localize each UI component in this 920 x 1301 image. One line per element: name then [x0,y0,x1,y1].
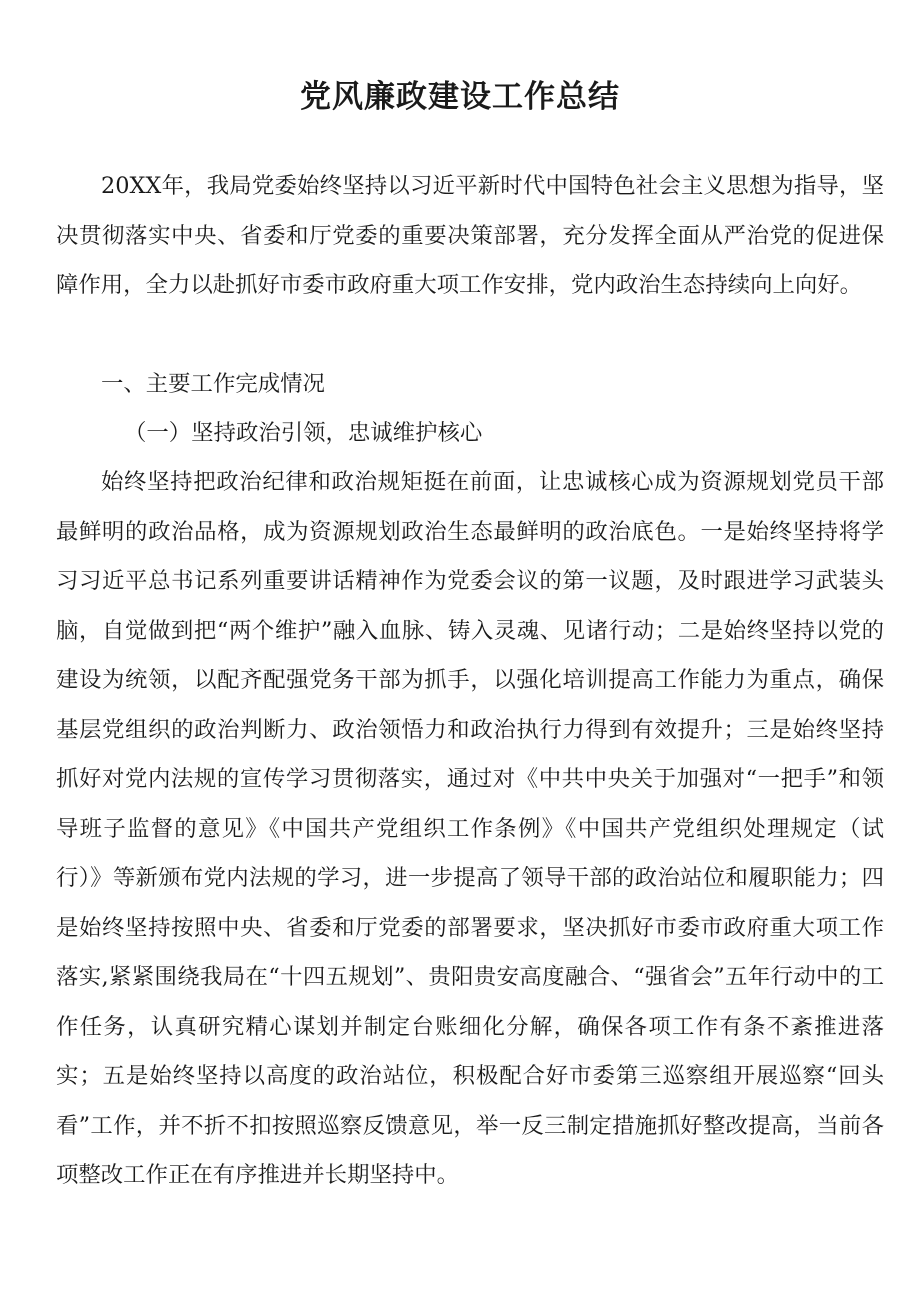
section-heading: 一、主要工作完成情况 [101,371,325,397]
document-title: 党风廉政建设工作总结 [300,79,620,115]
subsection-heading: （一）坚持政治引领，忠诚维护核心 [124,420,483,446]
intro-paragraph: 20XX年，我局党委始终坚持以习近平新时代中国特色社会主义思想为指导，坚决贯彻落实中央、省委和厅党委的重要决策部署，充分发挥全面从严治党的促进保障作用，全力以赴抓好市委市政府重大项工作安排，党内政治生态持续向上向好。 [56,173,884,298]
body-paragraph: 始终坚持把政治纪律和政治规矩挺在前面，让忠诚核心成为资源规划党员干部最鲜明的政治品格，成为资源规划政治生态最鲜明的政治底色。一是始终坚持将学习习近平总书记系列重要讲话精神作为党委会议的第一议题，及时跟进学习武装头脑，自觉做到把“两个维护”融入血脉、铸入灵魂、见诸行动；二是始终坚持以党的建设为统领，以配齐配强党务干部为抓手，以强化培训提高工作能力为重点，确保基层党组织的政治判断力、政治领悟力和政治执行力得到有效提升；三是始终坚持抓好对党内法规的宣传学习贯彻落实，通过对《中共中央关于加强对“一把手”和领导班子监督的意见》《中国共产党组织工作条例》《中国共产党组织处理规定（试行）》等新颁布党内法规的学习，进一步提高了领导干部的政治站位和履职能力；四是始终坚持按照中央、省委和厅党委的部署要求，坚决抓好市委市政府重大项工作落实,紧紧围绕我局在“十四五规划”、贵阳贵安高度融合、“强省会”五年行动中的工作任务，认真研究精心谋划并制定台账细化分解，确保各项工作有条不紊推进落实；五是始终坚持以高度的政治站位，积极配合好市委第三巡察组开展巡察“回头看”工作，并不折不扣按照巡察反馈意见，举一反三制定措施抓好整改提高，当前各项整改工作正在有序推进并长期坚持中。 [56,469,884,1188]
